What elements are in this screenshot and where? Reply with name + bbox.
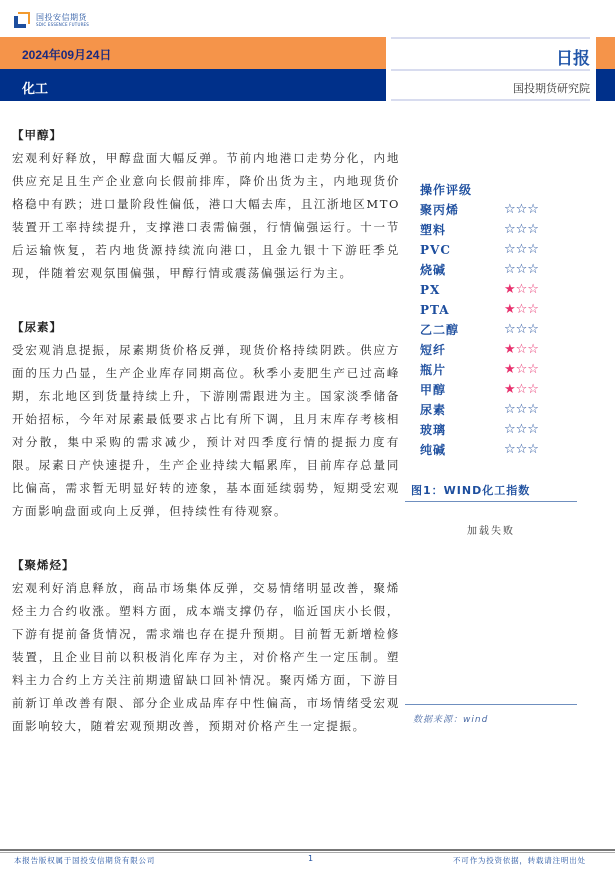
divider <box>391 99 590 101</box>
star-rating-icon: ☆☆☆ <box>504 422 539 437</box>
rating-product-name: 尿素 <box>420 403 447 417</box>
rating-row <box>420 440 570 460</box>
rating-row <box>420 200 570 220</box>
divider <box>391 37 590 39</box>
section-body: 受宏观消息提振，尿素期货价格反弹，现货价格持续阴跌。供应方面的压力凸显，生产企业库存同期高位。秋季小麦肥生产已过高峰期，东北地区到货量持续上升，下游刚需跟进为主。国家淡季储备开始招标，今年对尿素最低要求占比有所下调，且月末库存考核相对分散，集中采购的需求减少，预计对四季度行情的提振力度有限。尿素日产快速提升，生产企业持续大幅累库，目前库存总量同比偏高，需求暂无明显好转的迹象，基本面延续弱势，短期受宏观方面影响盘面或向上反弹，但持续性有待观察。 <box>12 343 400 518</box>
rating-product-name: 玻璃 <box>420 423 447 437</box>
footer-divider <box>0 852 615 853</box>
rating-row <box>420 240 570 260</box>
section-body: 宏观利好释放，甲醇盘面大幅反弹。节前内地港口走势分化，内地供应充足且生产企业意向长假前排库，降价出货为主，内地现货价格稳中有跌；进口量阶段性偏低，港口大幅去库，且江浙地区MTO装置开工率持续提升，支撑港口表需偏强，行情偏强运行。十一节后运输恢复，若内地货源持续流向港口，且金九银十下游旺季兑现，伴随着宏观氛围偏强，甲醇行情或震荡偏强运行为主。 <box>12 151 400 280</box>
section-body: 宏观利好消息释放，商品市场集体反弹，交易情绪明显改善，聚烯烃主力合约收涨。塑料方面，成本端支撑仍存，临近国庆小长假，下游有提前备货情况，需求端也存在提升预期。目前暂无新增检修装置，且企业目前以积极消化库存为主，对价格产生一定压制。塑料主力合约上方关注前期遗留缺口回补情况。聚丙烯方面，下游目前新订单改善有限、部分企业成品库存中性偏高，市场情绪受宏观面影响较大，随着宏观预期改善，预期对价格产生一定提振。 <box>12 581 400 733</box>
footer-disclaimer: 不可作为投资依据，转载请注明出处 <box>453 856 586 865</box>
section-title: 【尿素】 <box>12 320 62 334</box>
figure-top-rule <box>405 501 577 502</box>
rating-product-name: 烧碱 <box>420 263 447 277</box>
rating-row <box>420 280 570 300</box>
rating-row <box>420 340 570 360</box>
rating-row <box>420 360 570 380</box>
star-rating-icon: ☆☆☆ <box>504 222 539 237</box>
star-rating-icon: ☆☆☆ <box>504 442 539 457</box>
report-date: 2024年09月24日 <box>22 48 112 62</box>
report-sector: 化工 <box>22 82 49 97</box>
star-rating-icon: ★☆☆ <box>504 342 539 357</box>
report-type-title: 日报 <box>556 49 590 69</box>
rating-row <box>420 420 570 440</box>
header-sector-bar <box>0 69 386 101</box>
figure-source: 数据来源：wind <box>413 715 489 725</box>
figure-load-failed: 加载失败 <box>467 526 515 537</box>
star-rating-icon: ☆☆☆ <box>504 402 539 417</box>
divider <box>391 69 590 71</box>
rating-product-name: 短纤 <box>420 343 447 357</box>
section-title: 【聚烯烃】 <box>12 558 75 572</box>
operation-ratings <box>420 180 570 460</box>
rating-product-name: 乙二醇 <box>420 323 460 337</box>
rating-row <box>420 260 570 280</box>
star-rating-icon: ★☆☆ <box>504 282 539 297</box>
star-rating-icon: ☆☆☆ <box>504 202 539 217</box>
institute-name: 国投期货研究院 <box>513 82 590 95</box>
rating-product-name: 纯碱 <box>420 443 447 457</box>
star-rating-icon: ★☆☆ <box>504 302 539 317</box>
logo-name-en: SDIC ESSENCE FUTURES <box>36 22 90 27</box>
rating-product-name: PVC <box>420 243 451 257</box>
logo-name-cn: 国投安信期货 <box>36 13 87 22</box>
rating-row <box>420 220 570 240</box>
star-rating-icon: ★☆☆ <box>504 362 539 377</box>
rating-row <box>420 300 570 320</box>
footer-copyright: 本报告版权属于国投安信期货有限公司 <box>14 856 156 865</box>
header-accent-orange <box>596 37 615 69</box>
star-rating-icon: ☆☆☆ <box>504 262 539 277</box>
rating-product-name: 聚丙烯 <box>420 203 460 217</box>
section-polyolefin <box>12 554 400 738</box>
star-rating-icon: ☆☆☆ <box>504 242 539 257</box>
section-urea <box>12 316 400 523</box>
rating-product-name: 瓶片 <box>420 363 447 377</box>
section-methanol <box>12 124 400 285</box>
ratings-title: 操作评级 <box>420 183 473 197</box>
rating-row <box>420 320 570 340</box>
footer-divider <box>0 849 615 851</box>
rating-product-name: PTA <box>420 303 450 317</box>
figure-title: 图1：WIND化工指数 <box>411 484 531 497</box>
logo-mark-icon <box>14 12 30 28</box>
section-title: 【甲醇】 <box>12 128 62 142</box>
star-rating-icon: ★☆☆ <box>504 382 539 397</box>
page-number: 1 <box>308 854 314 863</box>
rating-product-name: PX <box>420 283 441 297</box>
star-rating-icon: ☆☆☆ <box>504 322 539 337</box>
rating-row <box>420 380 570 400</box>
figure-bottom-rule <box>405 704 577 705</box>
rating-product-name: 塑料 <box>420 223 447 237</box>
header-accent-blue <box>596 69 615 101</box>
rating-product-name: 甲醇 <box>420 383 447 397</box>
rating-row <box>420 400 570 420</box>
